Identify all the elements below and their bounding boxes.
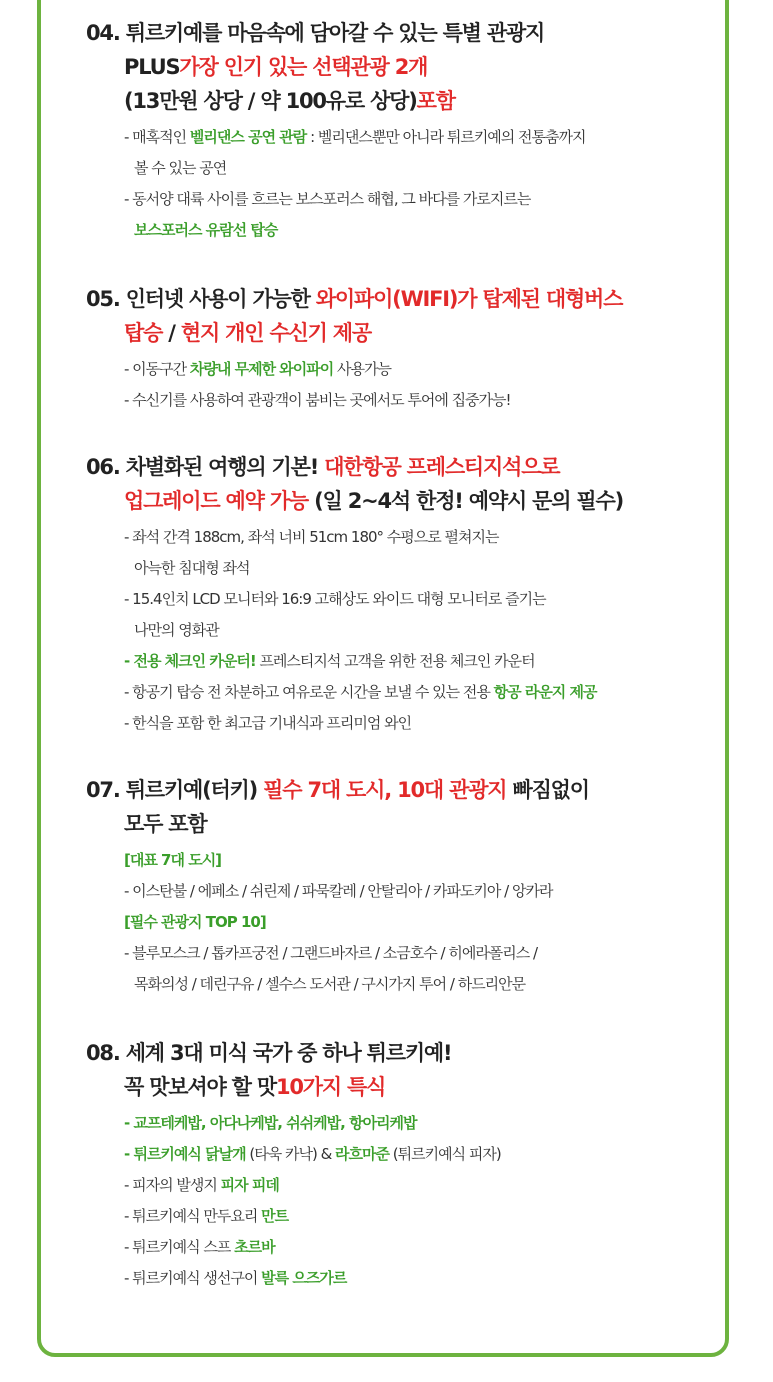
- section-07: 07. 튀르키예(터키) 필수 7대 도시, 10대 관광지 빠짐없이 모두 포함 [대표 7대 도시] - 이스탄불 / 에페소 / 쉬린제 / 파묵칼레 / 안탈리아 / 카파도키아 / 앙카라 [필수 관광지 TOP 10] - 블루모스크 / 톱카프궁전 / 그랜드바자르 / 소금호수 / 히에라폴리스 / 목화의성 / 데린구유 / 셀수스 도서관 / 구시가지 투어 / 하드리안문: [86, 773, 746, 1000]
- list-item: - 튀르키예식 만두요리 만트: [124, 1207, 289, 1225]
- list-item: - 피자의 발생지 피자 피데: [124, 1176, 279, 1194]
- list-item-cont: 목화의성 / 데린구유 / 셀수스 도서관 / 구시가지 투어 / 하드리안문: [134, 975, 526, 993]
- list-item: - 교프테케밥, 아다나케밥, 쉬쉬케밥, 항아리케밥: [124, 1114, 417, 1132]
- list-item: - 이스탄불 / 에페소 / 쉬린제 / 파묵칼레 / 안탈리아 / 카파도키아 / 앙카라: [124, 882, 553, 900]
- section-08-list: [86, 1108, 746, 1294]
- section-04-list: [86, 122, 746, 246]
- list-item: - 항공기 탑승 전 차분하고 여유로운 시간을 보낼 수 있는 전용 항공 라운지 제공: [124, 683, 597, 701]
- section-06-list: [86, 522, 746, 739]
- list-item: - 튀르키예식 닭날개 (타욱 카낙) & 라흐마준 (튀르키예식 피자): [124, 1145, 501, 1163]
- list-item: - 한식을 포함 한 최고급 기내식과 프리미엄 와인: [124, 714, 412, 732]
- section-05: 05. 인터넷 사용이 가능한 와이파이(WIFI)가 탑제된 대형버스 탑승 / 현지 개인 수신기 제공 - 이동구간 차량내 무제한 와이파이 사용가능 - 수신기를 사용하여 관광객이 붐비는 곳에서도 투어에 집중가능!: [86, 282, 746, 416]
- list-item: - 튀르키예식 스프 초르바: [124, 1238, 275, 1256]
- list-item: - 튀르키예식 생선구이 발륵 으즈가르: [124, 1269, 347, 1287]
- section-number: 08.: [86, 1041, 120, 1065]
- list-item-cont: 볼 수 있는 공연: [134, 159, 227, 177]
- section-number: 06.: [86, 455, 120, 479]
- list-item: - 수신기를 사용하여 관광객이 붐비는 곳에서도 투어에 집중가능!: [124, 391, 511, 409]
- list-item: - 전용 체크인 카운터! 프레스티지석 고객을 위한 전용 체크인 카운터: [124, 652, 535, 670]
- section-07-heading: 07. 튀르키예(터키) 필수 7대 도시, 10대 관광지 빠짐없이: [86, 778, 589, 802]
- section-05-list: [86, 354, 746, 416]
- section-number: 05.: [86, 287, 120, 311]
- list-item: - 블루모스크 / 톱카프궁전 / 그랜드바자르 / 소금호수 / 히에라폴리스 /: [124, 944, 538, 962]
- list-item-cont: 아늑한 침대형 좌석: [134, 559, 250, 577]
- section-08: 08. 세계 3대 미식 국가 중 하나 튀르키예! 꼭 맛보셔야 할 맛10가지 특식 - 교프테케밥, 아다나케밥, 쉬쉬케밥, 항아리케밥 - 튀르키예식 닭날개 (타욱 카낙) & 라흐마준 (튀르키예식 피자) - 피자의 발생지 피자 피데 - 튀르키예식 만두요리 만트 - 튀르키예식 스프 초르바 - 튀르키예식 생선구이 발륵 으즈가르: [86, 1036, 746, 1294]
- list-item: - 이동구간 차량내 무제한 와이파이 사용가능: [124, 360, 392, 378]
- list-item: - 좌석 간격 188cm, 좌석 너비 51cm 180° 수평으로 펼쳐지는: [124, 528, 499, 546]
- section-04-heading: 04. 튀르키예를 마음속에 담아갈 수 있는 특별 관광지: [86, 21, 545, 45]
- list-item-cont: 나만의 영화관: [134, 621, 219, 639]
- section-number: 04.: [86, 21, 120, 45]
- list-item: - 동서양 대륙 사이를 흐르는 보스포러스 해협, 그 바다를 가로지르는: [124, 190, 531, 208]
- list-item: - 15.4인치 LCD 모니터와 16:9 고해상도 와이드 대형 모니터로 즐기는: [124, 590, 546, 608]
- section-04: 04. 튀르키예를 마음속에 담아갈 수 있는 특별 관광지 PLUS가장 인기 있는 선택관광 2개 (13만원 상당 / 약 100유로 상당)포함 - 매혹적인 벨리댄스 공연 관람 : 벨리댄스뿐만 아니라 튀르키예의 전통춤까지 볼 수 있는 공연 - 동서양 대륙 사이를 흐르는 보스포러스 해협, 그 바다를 가로지르는 보스포러스 유람선 탑승: [86, 16, 746, 246]
- category-tag: [필수 관광지 TOP 10]: [124, 913, 266, 931]
- list-item-cont: 보스포러스 유람선 탑승: [134, 221, 278, 239]
- list-item: - 매혹적인 벨리댄스 공연 관람 : 벨리댄스뿐만 아니라 튀르키예의 전통춤까지: [124, 128, 586, 146]
- section-number: 07.: [86, 778, 120, 802]
- section-06: 06. 차별화된 여행의 기본! 대한항공 프레스티지석으로 업그레이드 예약 가능 (일 2~4석 한정! 예약시 문의 필수) - 좌석 간격 188cm, 좌석 너비 51cm 180° 수평으로 펼쳐지는 아늑한 침대형 좌석 - 15.4인치 LCD 모니터와 16:9 고해상도 와이드 대형 모니터로 즐기는 나만의 영화관 - 전용 체크인 카운터! 프레스티지석 고객을 위한 전용 체크인 카운터 - 항공기 탑승 전 차분하고 여유로운 시간을 보낼 수 있는 전용 항공 라운지 제공 - 한식을 포함 한 최고급 기내식과 프리미엄 와인: [86, 450, 746, 739]
- section-08-heading: 08. 세계 3대 미식 국가 중 하나 튀르키예!: [86, 1041, 452, 1065]
- category-tag: [대표 7대 도시]: [124, 851, 222, 869]
- section-07-list: [86, 845, 746, 1000]
- section-06-heading: 06. 차별화된 여행의 기본! 대한항공 프레스티지석으로: [86, 455, 560, 479]
- section-05-heading: 05. 인터넷 사용이 가능한 와이파이(WIFI)가 탑제된 대형버스: [86, 287, 623, 311]
